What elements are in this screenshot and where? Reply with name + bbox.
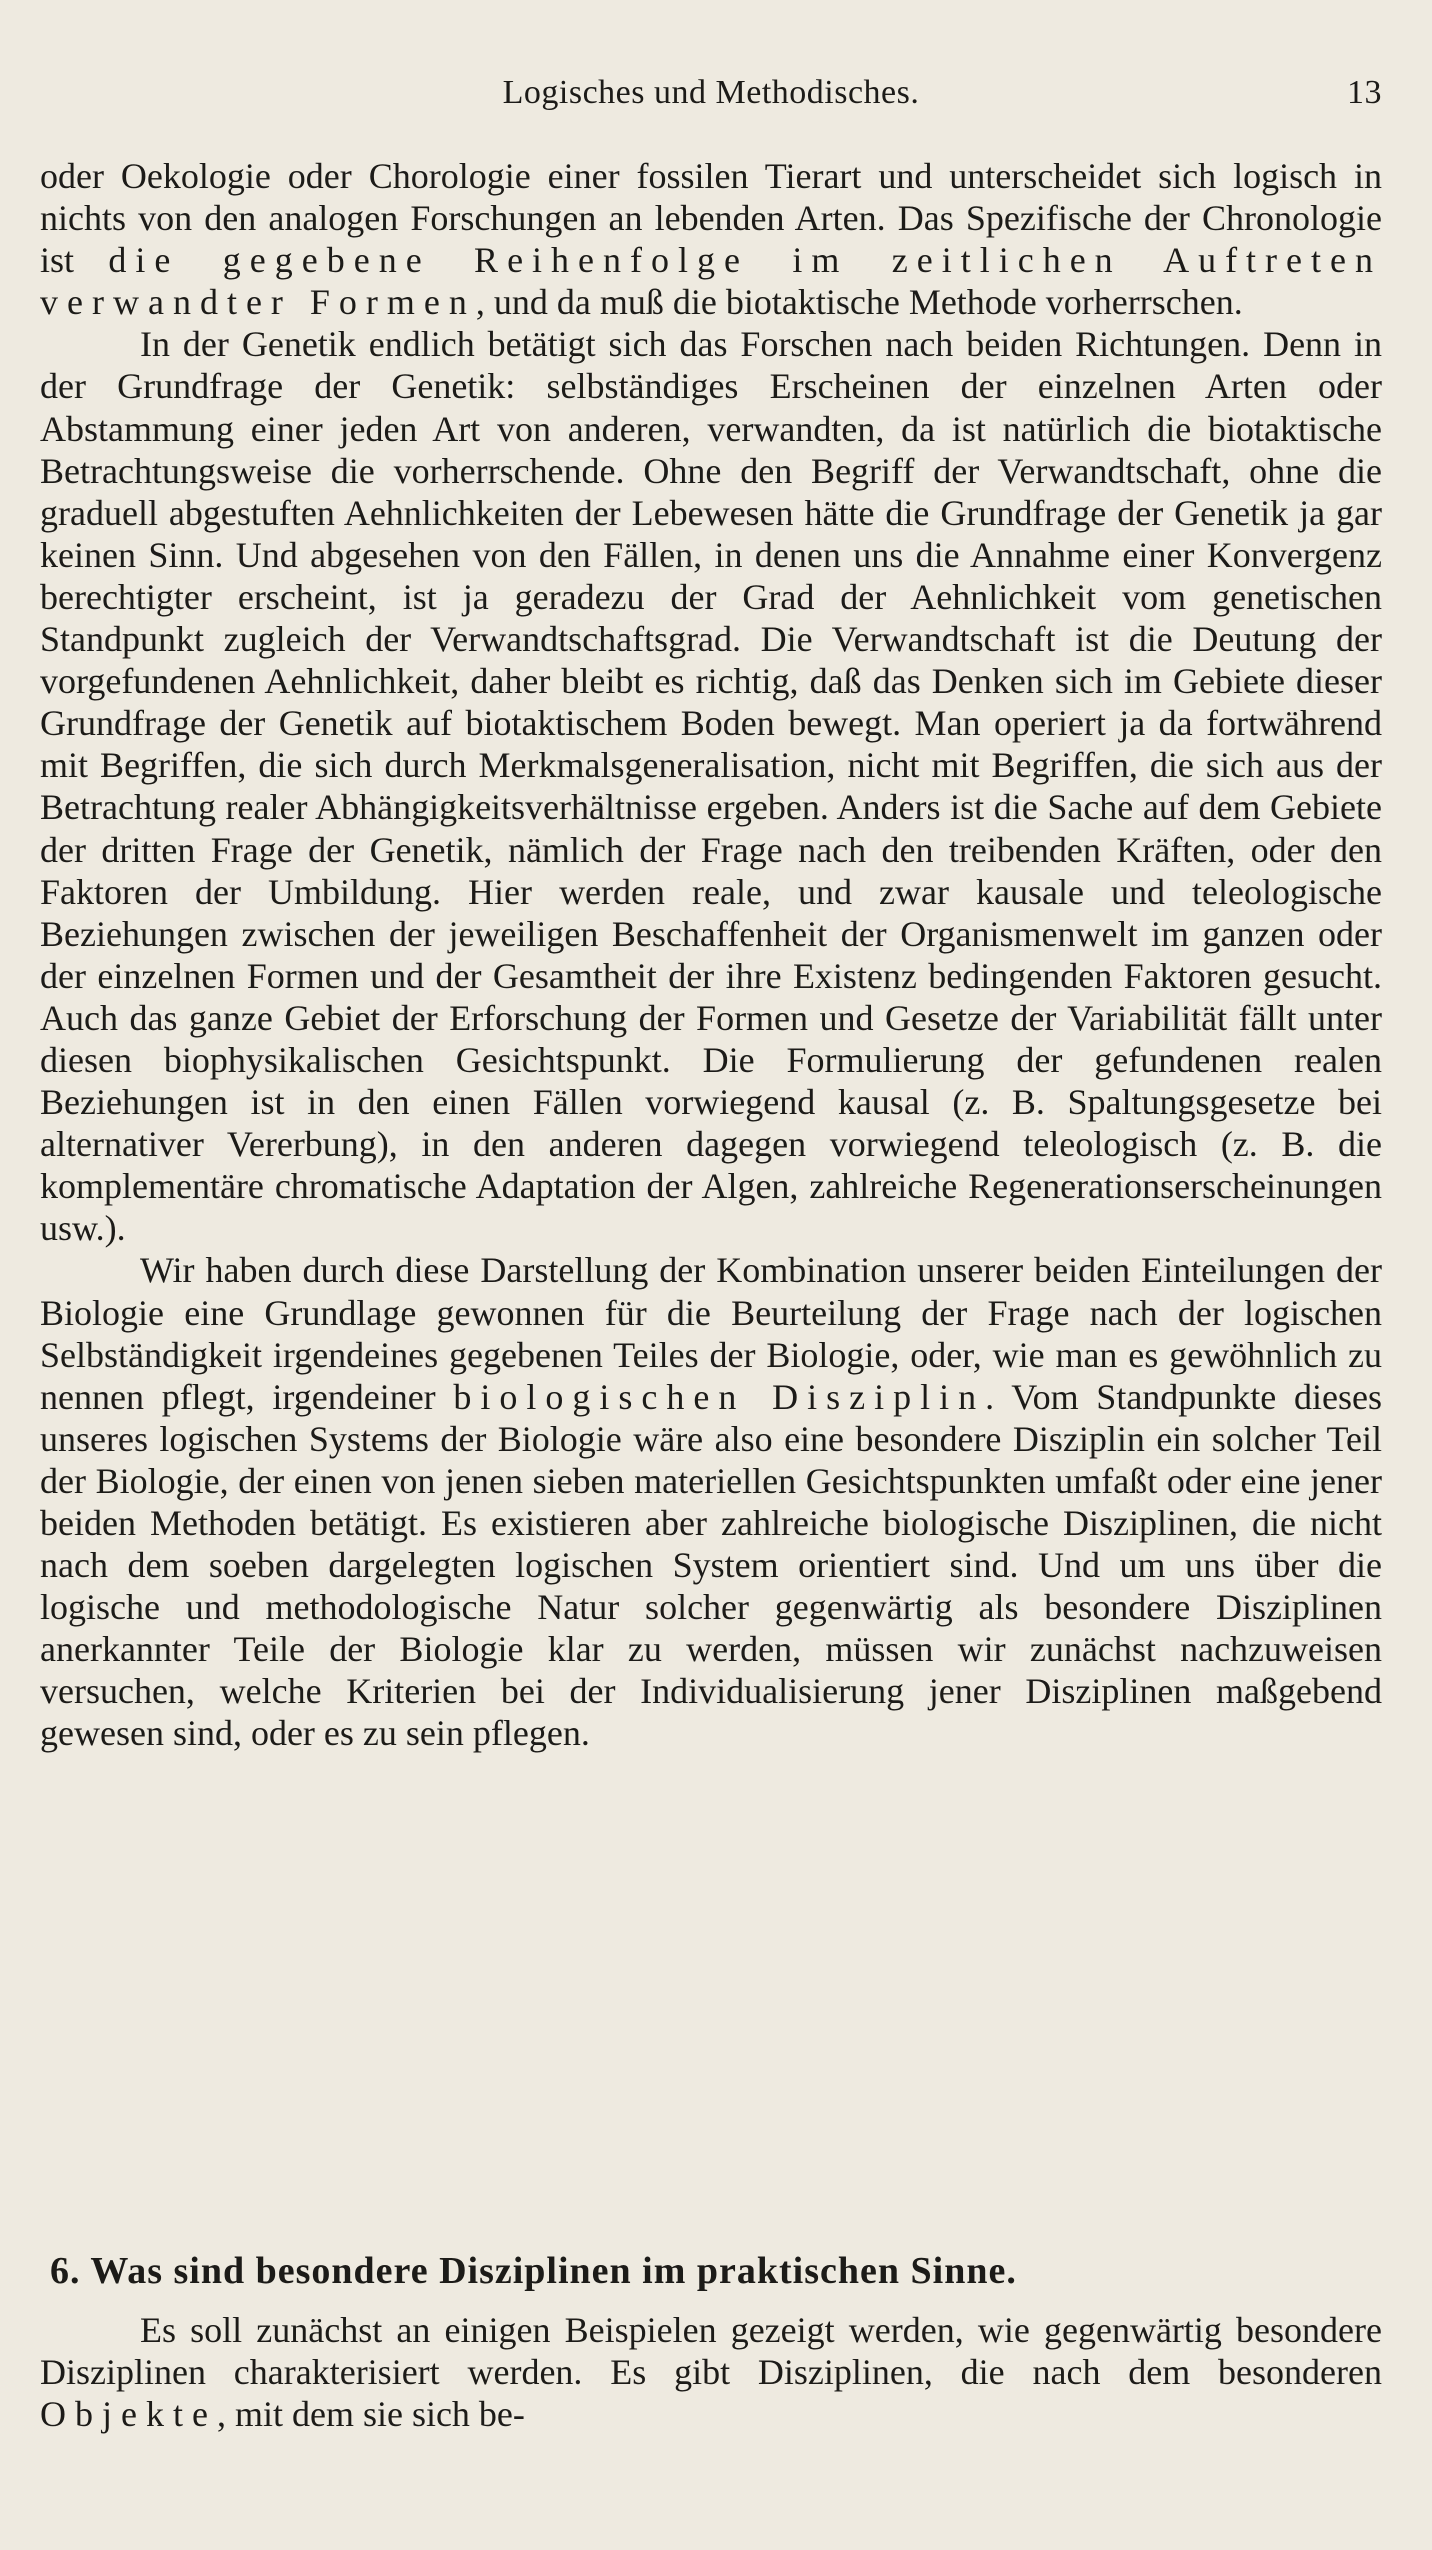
section-text	[40, 2309, 1382, 2435]
paragraph-text: . Vom Standpunkte dieses unseres logischen Systems der Biologie wäre also eine besondere Disziplin ein solcher Teil der Biologie, der einen von jenen sieben materiellen Gesichtspunkten umfaßt oder eine jener beiden Methoden betätigt. Es existieren aber zahlreiche biologische Disziplinen, die nicht nach dem soeben dargelegten logischen System orientiert sind. Und um uns über die logische und methodologische Natur solcher gegenwärtig als besondere Disziplinen anerkannter Teile der Biologie klar zu werden, müssen wir zunächst nachzuweisen versuchen, welche Kriterien bei der Individualisierung jener Disziplinen maßgebend gewesen sind, oder es zu sein pflegen.	[40, 1376, 1383, 1754]
paragraph-text: , und da muß die biotaktische Methode vorherrschen.	[475, 282, 1243, 323]
body-text	[40, 155, 1382, 1755]
emphasized-phrase: biologischen Disziplin	[453, 1376, 986, 1417]
paragraph-section-start	[40, 2309, 1382, 2435]
page-number: 13	[1347, 74, 1382, 111]
running-head	[40, 66, 1382, 120]
emphasized-phrase: Objekte	[40, 2394, 217, 2435]
section-heading: 6. Was sind besondere Disziplinen im praktischen Sinne.	[50, 2250, 1017, 2292]
paragraph-text: oder Oekologie oder Chorologie einer fossilen Tierart und unterscheidet sich logisch in nichts von den analogen Forschungen an lebenden Arten. Das Spezifische der Chronologie ist	[40, 156, 1382, 281]
paragraph-genetik: In der Genetik endlich betätigt sich das Forschen nach beiden Richtungen. Denn in der Grundfrage der Genetik: selbständiges Erscheinen der einzelnen Arten oder Abstammung einer jeden Art von anderen, verwandten, da ist natürlich die biotaktische Betrachtungsweise die vorherrschende. Ohne den Begriff der Verwandtschaft, ohne die graduell abgestuften Aehnlichkeiten der Lebewesen hätte die Grundfrage der Genetik ja gar keinen Sinn. Und abgesehen von den Fällen, in denen uns die Annahme einer Konvergenz berechtigter erscheint, ist ja geradezu der Grad der Aehnlichkeit vom genetischen Standpunkt zugleich der Verwandtschaftsgrad. Die Verwandtschaft ist die Deutung der vorgefundenen Aehnlichkeit, daher bleibt es richtig, daß das Denken sich im Gebiete dieser Grundfrage der Genetik auf biotaktischem Boden bewegt. Man operiert ja da fortwährend mit Begriffen, die sich durch Merkmalsgeneralisation, nicht mit Begriffen, die sich aus der Betrachtung realer Abhängigkeitsverhältnisse ergeben. Anders ist die Sache auf dem Gebiete der dritten Frage der Genetik, nämlich der Frage nach den treibenden Kräften, oder den Faktoren der Umbildung. Hier werden reale, und zwar kausale und teleologische Beziehungen zwischen der jeweiligen Beschaffenheit der Organismenwelt im ganzen oder der einzelnen Formen und der Gesamtheit der ihre Existenz bedingenden Faktoren gesucht. Auch das ganze Gebiet der Erforschung der Formen und Gesetze der Variabilität fällt unter diesen biophysikalischen Gesichtspunkt. Die Formulierung der gefundenen realen Beziehungen ist in den einen Fällen vorwiegend kausal (z. B. Spaltungsgesetze bei alternativer Vererbung), in den anderen dagegen vorwiegend teleologisch (z. B. die komplementäre chromatische Adaptation der Algen, zahlreiche Regenerationserscheinungen usw.).	[40, 324, 1382, 1249]
paragraph-chronologie	[40, 155, 1382, 323]
paragraph-text: , mit dem sie sich be-	[216, 2394, 525, 2435]
paragraph-text: Wir haben durch diese Darstellung der Kombination unserer beiden Einteilungen der Biologie eine Grundlage gewonnen für die Beurteilung der Frage nach der logischen Selbständigkeit irgendeines gegebenen Teiles der Biologie, oder, wie man es gewöhnlich zu nennen pflegt, irgendeiner	[40, 1250, 1382, 1417]
emphasized-phrase: die gegebene Reihenfolge im zeitlichen Auftreten verwandter Formen	[40, 240, 1383, 323]
paragraph-text: Es soll zunächst an einigen Beispielen gezeigt werden, wie gegenwärtig besondere Disziplinen charakterisiert werden. Es gibt Disziplinen, die nach dem besonderen	[40, 2310, 1382, 2393]
running-title: Logisches und Methodisches.	[502, 74, 920, 111]
paragraph-disziplinen	[40, 1249, 1382, 1754]
